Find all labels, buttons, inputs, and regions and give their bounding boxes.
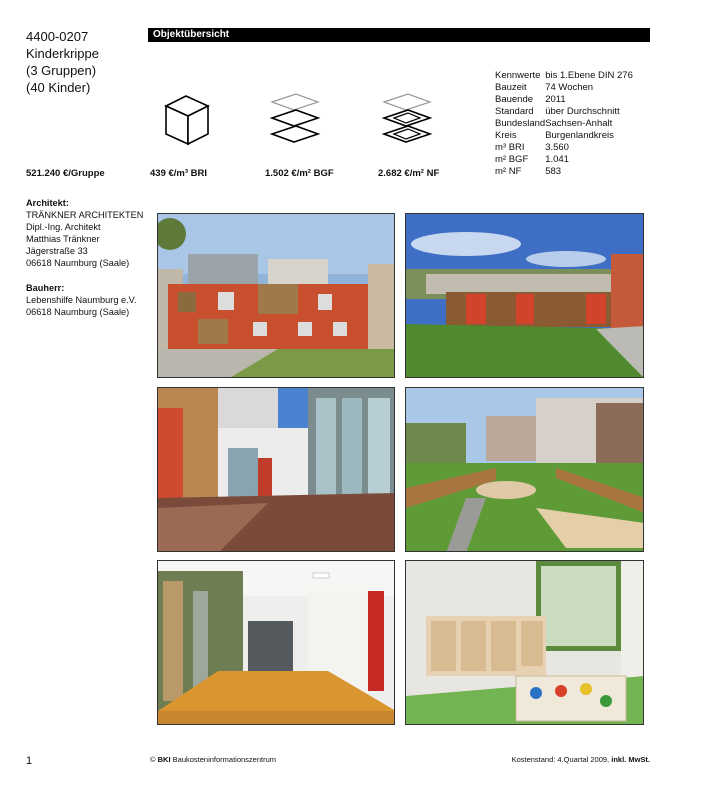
cost-status-label: Kostenstand: 4.Quartal 2009, — [511, 755, 610, 764]
page-number: 1 — [26, 755, 33, 767]
project-children: (40 Kinder) — [26, 80, 91, 95]
footer-org: Baukosteninformationszentrum — [172, 755, 277, 764]
architect-heading: Architekt: — [26, 198, 69, 208]
kennwerte-row: Standard über Durchschnitt — [495, 106, 620, 117]
client-line: Lebenshilfe Naumburg e.V. — [26, 295, 137, 305]
copyright-symbol: © — [150, 755, 156, 764]
architect-line: TRÄNKNER ARCHITEKTEN — [26, 210, 144, 220]
vat-label: inkl. MwSt. — [611, 755, 650, 764]
photo-playground — [405, 387, 644, 552]
client-block — [26, 282, 137, 318]
kennwerte-table — [495, 70, 633, 178]
photo-exterior-front — [157, 213, 395, 378]
cost-per-nf: 2.682 €/m² NF — [378, 168, 440, 179]
project-title — [26, 28, 99, 96]
cost-per-bri: 439 €/m³ BRI — [150, 168, 208, 179]
architect-line: 06618 Naumburg (Saale) — [26, 258, 130, 268]
cost-per-group: 521.240 €/Gruppe — [26, 168, 105, 179]
architect-line: Jägerstraße 33 — [26, 246, 88, 256]
project-groups: (3 Gruppen) — [26, 63, 97, 78]
cube-bri-icon — [160, 92, 216, 152]
kennwerte-row: m³ BRI 3.560 — [495, 142, 569, 153]
project-number: 4400-0207 — [26, 29, 89, 44]
kennwerte-row: m² BGF 1.041 — [495, 154, 569, 165]
photo-group-room — [405, 560, 644, 725]
client-line: 06618 Naumburg (Saale) — [26, 307, 130, 317]
kennwerte-row: Bauende 2011 — [495, 94, 566, 105]
photo-interior-corridor — [157, 560, 395, 725]
kennwerte-row: m² NF 583 — [495, 166, 562, 177]
photo-exterior-garden — [405, 213, 644, 378]
client-heading: Bauherr: — [26, 283, 65, 293]
section-header: Objektübersicht — [148, 28, 650, 42]
kennwerte-row: Bauzeit 74 Wochen — [495, 82, 594, 93]
kennwerte-row: Bundesland Sachsen-Anhalt — [495, 118, 613, 129]
footer-cost-status — [512, 755, 650, 764]
floor-nf-icon — [380, 92, 436, 152]
project-name: Kinderkrippe — [26, 46, 99, 61]
architect-line: Dipl.-Ing. Architekt — [26, 222, 101, 232]
footer-brand: BKI — [157, 755, 171, 764]
photo-courtyard-terrace — [157, 387, 395, 552]
floor-bgf-icon — [268, 92, 324, 152]
kennwerte-row: Kreis Burgenlandkreis — [495, 130, 614, 141]
architect-line: Matthias Tränkner — [26, 234, 100, 244]
footer-copyright — [150, 755, 276, 764]
kennwerte-row: Kennwerte bis 1.Ebene DIN 276 — [495, 70, 633, 81]
architect-block — [26, 197, 143, 269]
cost-per-bgf: 1.502 €/m² BGF — [265, 168, 334, 179]
